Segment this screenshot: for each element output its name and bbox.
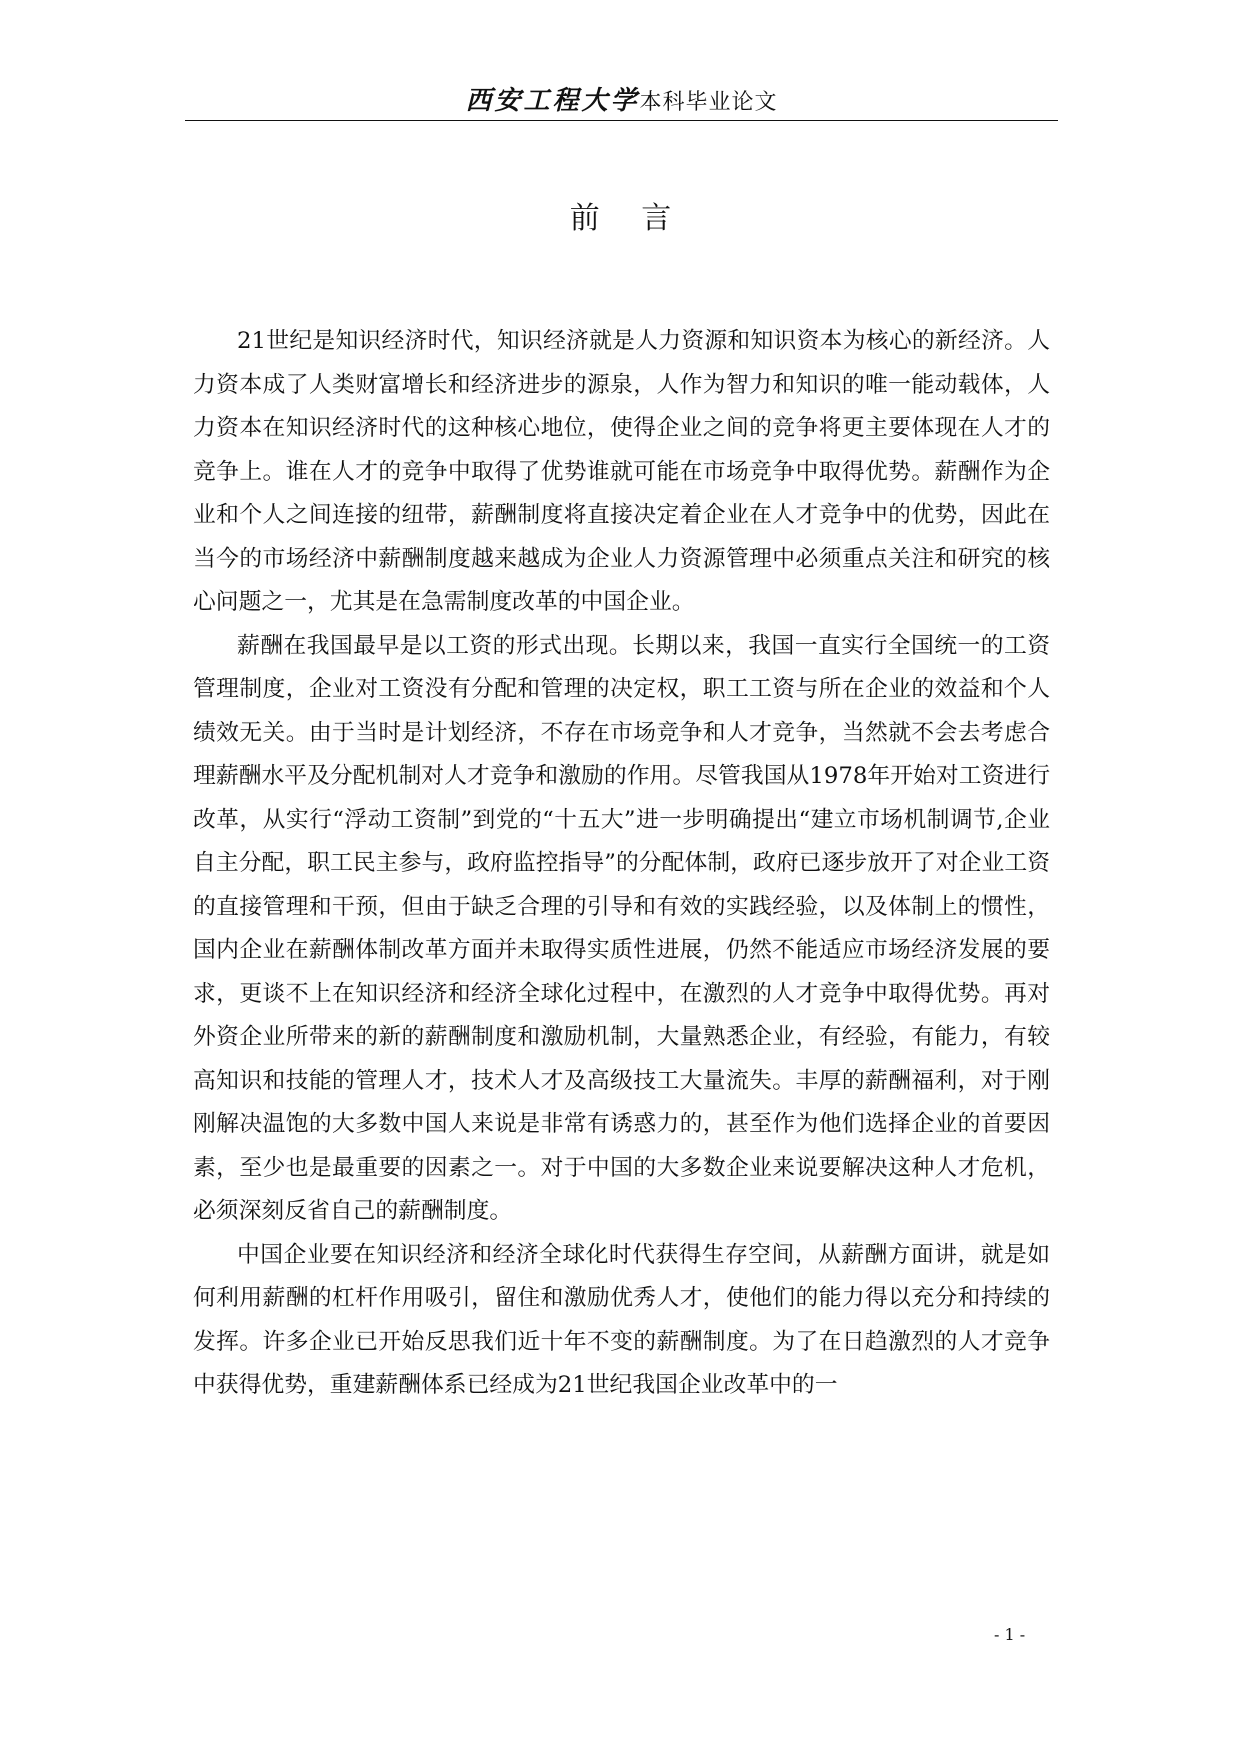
university-logo-text: 西安工程大学 <box>465 86 640 116</box>
page-title: 前 言 <box>569 201 688 236</box>
paragraph-3: 中国企业要在知识经济和经济全球化时代获得生存空间，从薪酬方面讲，就是如何利用薪酬的杠杆作用吸引，留住和激励优秀人才，使他们的能力得以充分和持续的发挥。许多企业已开始反思我们近十年不变的薪酬制度。为了在日趋激烈的人才竞争中获得优势，重建薪酬体系已经成为21世纪我国企业改革中的一 <box>193 1241 1050 1398</box>
page-number: - 1 - <box>994 1625 1026 1644</box>
header-subtitle: 本科毕业论文 <box>639 90 778 115</box>
paragraph-1: 21世纪是知识经济时代，知识经济就是人力资源和知识资本为核心的新经济。人力资本成了人类财富增长和经济进步的源泉，人作为智力和知识的唯一能动载体，人力资本在知识经济时代的这种核心地位，使得企业之间的竞争将更主要体现在人才的竞争上。谁在人才的竞争中取得了优势谁就可能在市场竞争中取得优势。薪酬作为企业和个人之间连接的纽带，薪酬制度将直接决定着企业在人才竞争中的优势，因此在当今的市场经济中薪酬制度越来越成为企业人力资源管理中必须重点关注和研究的核心问题之一，尤其是在急需制度改革的中国企业。 <box>193 328 1050 615</box>
header-rule <box>185 120 1058 121</box>
running-header <box>185 80 1058 120</box>
body-text <box>193 320 1050 1408</box>
paragraph-2: 薪酬在我国最早是以工资的形式出现。长期以来，我国一直实行全国统一的工资管理制度，企业对工资没有分配和管理的决定权，职工工资与所在企业的效益和个人绩效无关。由于当时是计划经济，不存在市场竞争和人才竞争，当然就不会去考虑合理薪酬水平及分配机制对人才竞争和激励的作用。尽管我国从1978年开始对工资进行改革，从实行“浮动工资制”到党的“十五大”进一步明确提出“建立市场机制调节,企业自主分配，职工民主参与，政府监控指导”的分配体制，政府已逐步放开了对企业工资的直接管理和干预，但由于缺乏合理的引导和有效的实践经验，以及体制上的惯性，国内企业在薪酬体制改革方面并未取得实质性进展，仍然不能适应市场经济发展的要求，更谈不上在知识经济和经济全球化过程中，在激烈的人才竞争中取得优势。再对外资企业所带来的新的薪酬制度和激励机制，大量熟悉企业，有经验，有能力，有较高知识和技能的管理人才，技术人才及高级技工大量流失。丰厚的薪酬福利，对于刚刚解决温饱的大多数中国人来说是非常有诱惑力的，甚至作为他们选择企业的首要因素，至少也是最重要的因素之一。对于中国的大多数企业来说要解决这种人才危机，必须深刻反省自己的薪酬制度。 <box>193 632 1050 1224</box>
